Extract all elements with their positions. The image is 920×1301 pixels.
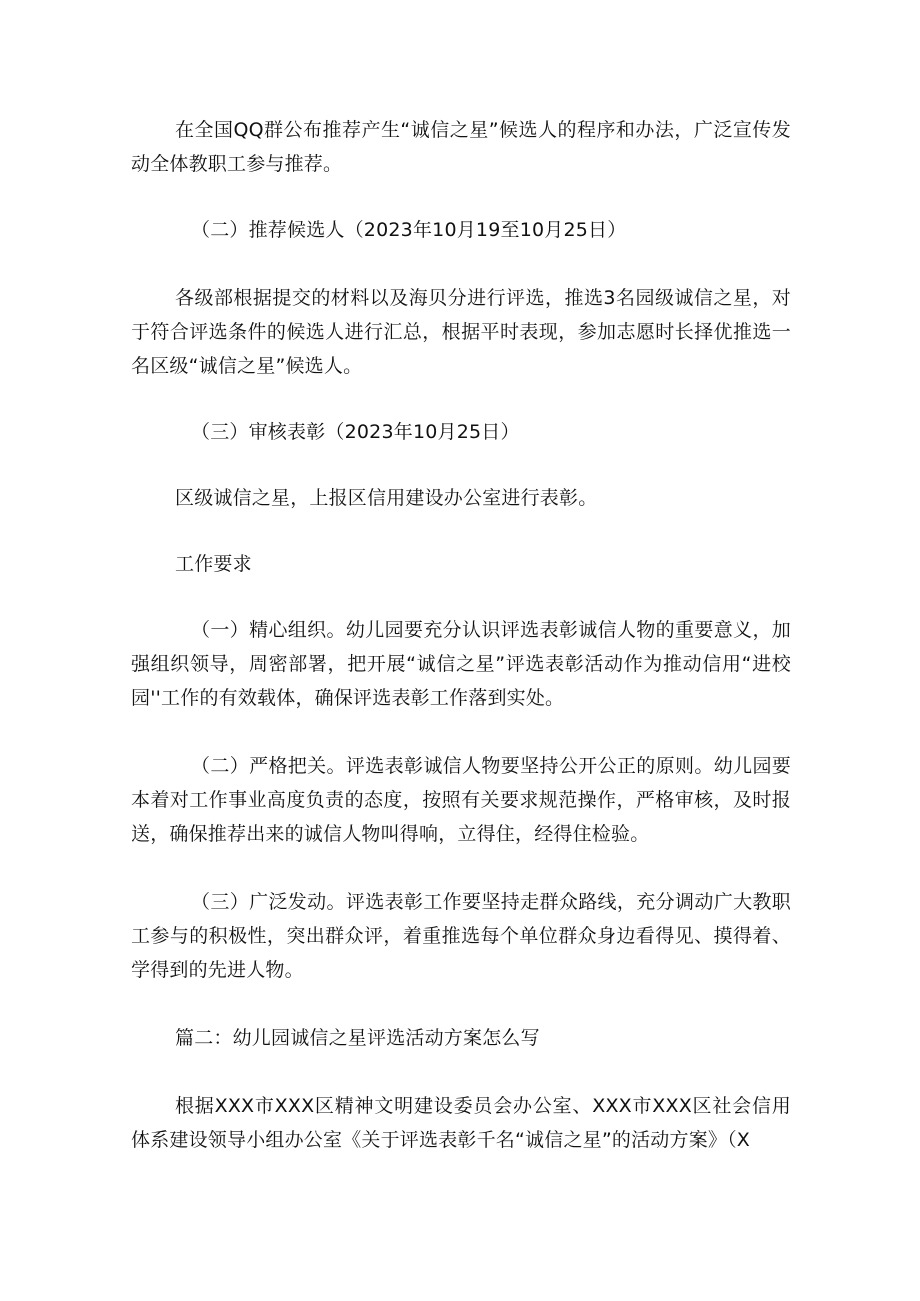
paragraph-careful-organization: （一）精心组织。幼儿园要充分认识评选表彰诚信人物的重要意义，加强组织领导，周密部署，把开展“诚信之星”评选表彰活动作为推动信用“进校园''工作的有效载体，确保评选表彰工作落到实处。 — [131, 619, 791, 709]
heading-work-requirements: 工作要求 — [175, 553, 252, 575]
paragraph-according-to: 根据XXX市XXX区精神文明建设委员会办公室、XXX市XXX区社会信用体系建设领导小组办公室《关于评选表彰千名“诚信之星”的活动方案》（X — [131, 1095, 791, 1151]
paragraph-broad-mobilization: （三）广泛发动。评选表彰工作要坚持走群众路线，充分调动广大教职工参与的积极性，突出群众评，着重推选每个单位群众身边看得见、摸得着、学得到的先进人物。 — [131, 891, 791, 981]
heading-review-commend: （三）审核表彰（2023年10月25日） — [191, 421, 520, 443]
paragraph-selection-process: 各级部根据提交的材料以及海贝分进行评选，推选3名园级诚信之星，对于符合评选条件的候选人进行汇总，根据平时表现，参加志愿时长择优推选一名区级“诚信之星”候选人。 — [131, 287, 791, 377]
paragraph-district-report: 区级诚信之星，上报区信用建设办公室进行表彰。 — [175, 487, 598, 509]
paragraph-publicize-procedure: 在全国QQ群公布推荐产生“诚信之星”候选人的程序和办法，广泛宣传发动全体教职工参与推荐。 — [131, 119, 791, 175]
paragraph-strict-check: （二）严格把关。评选表彰诚信人物要坚持公开公正的原则。幼儿园要本着对工作事业高度负责的态度，按照有关要求规范操作，严格审核，及时报送，确保推荐出来的诚信人物叫得响，立得住，经得住检验。 — [131, 755, 791, 845]
heading-recommend-candidates: （二）推荐候选人（2023年10月19至10月25日） — [191, 219, 627, 241]
heading-part-two: 篇二：幼儿园诚信之星评选活动方案怎么写 — [175, 1027, 540, 1049]
